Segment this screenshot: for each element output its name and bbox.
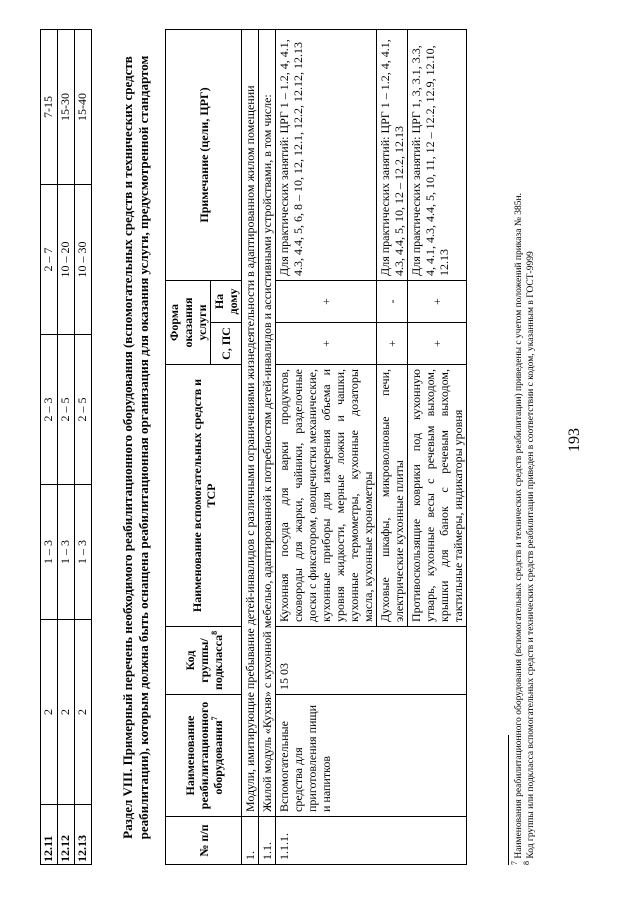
header-equipment: Наименование реабилитационного оборудования$^7$ bbox=[166, 695, 242, 817]
row-number: 1.1. bbox=[259, 817, 276, 865]
footnote: $^8$ Код группы или подкласса вспомогательных средств и технических средств реабилитации приведен в соответствии с кодом, указанным в ГОСТ-9999 bbox=[521, 251, 536, 865]
assistive-item: Противоскользящие коврики под кухонную утварь, кухонные весы с речевым выходом, крышки для банок с речевым выходом, тактильные таймеры, индикаторы уровня bbox=[408, 365, 467, 627]
footnotes bbox=[508, 30, 537, 865]
form-home-mark: + bbox=[276, 280, 377, 322]
page-number: 193 bbox=[566, 428, 583, 452]
note-cell: Для практических занятий: ЦРГ 1, 3, 3.1, 3.3, 4, 4.1, 4.3, 4.4, 5, 10, 11, 12 – 12.2, 12.9, 12.10, 12.13 bbox=[408, 29, 467, 280]
module-title: Модули, имитирующие пребывание детей-инвалидов с различными ограничениями жизнедеятельности в адаптированном жилом помещении bbox=[242, 29, 259, 816]
table-cell: 1 – 3 bbox=[41, 485, 58, 620]
form-home-mark: - bbox=[377, 280, 408, 322]
header-form: Форма оказания услуги bbox=[166, 280, 211, 364]
row-number: 12.11 bbox=[41, 805, 58, 865]
table-cell: 15-30 bbox=[58, 30, 75, 185]
table-cell: 2 bbox=[75, 620, 92, 805]
table-row bbox=[276, 29, 377, 864]
form-stationary-mark: + bbox=[408, 323, 467, 365]
table-cell: 2 – 7 bbox=[41, 185, 58, 335]
table-cell: 2 bbox=[41, 620, 58, 805]
group-code: 15 03 bbox=[276, 627, 467, 695]
header-row bbox=[166, 29, 211, 864]
rotated-sheet bbox=[40, 30, 560, 865]
table-cell: 7-15 bbox=[41, 30, 58, 185]
table-cell: 1 – 3 bbox=[58, 485, 75, 620]
header-num: № п/п bbox=[166, 817, 242, 865]
header-form-home: На дому bbox=[211, 280, 242, 322]
header-note: Примечание (цели, ЦРГ) bbox=[166, 29, 242, 280]
table-cell: 2 – 5 bbox=[58, 335, 75, 485]
table-row bbox=[75, 30, 92, 865]
section-title: Раздел VIII. Примерный перечень необходимого реабилитационного оборудования (вспомогательных средств и технических средств реабилитации), которым должна быть оснащена реабилитационная организация для оказания услуги, предусмотренной стандартом bbox=[120, 55, 151, 840]
row-number: 1.1.1. bbox=[276, 817, 467, 865]
table-cell: 1 – 3 bbox=[75, 485, 92, 620]
header-assistive: Наименование вспомогательных средств и ТСР bbox=[166, 365, 242, 627]
equipment-table bbox=[165, 29, 467, 865]
row-number: 12.13 bbox=[75, 805, 92, 865]
form-stationary-mark: + bbox=[377, 323, 408, 365]
table-row bbox=[259, 29, 276, 864]
form-stationary-mark: + bbox=[276, 323, 377, 365]
assistive-item: Духовые шкафы, микроволновые печи, электрические кухонные плиты bbox=[377, 365, 408, 627]
header-form-stationary: С, ПС bbox=[211, 323, 242, 365]
footnote: $^7$ Наименования реабилитационного оборудования (вспомогательных средств и технических средств реабилитации) приведены с учетом положений приказа № 385н. bbox=[509, 193, 524, 865]
kitchen-module-title: Жилой модуль «Кухня» с кухонной мебелью, адаптированной к потребностям детей-инвалидов и ассистивными устройствами, в том числе: bbox=[259, 29, 276, 816]
table-cell: 15-40 bbox=[75, 30, 92, 185]
table-row bbox=[242, 29, 259, 864]
footnote-rule bbox=[508, 735, 509, 865]
table-row bbox=[41, 30, 58, 865]
row-number: 1. bbox=[242, 817, 259, 865]
table-cell: 2 – 3 bbox=[41, 335, 58, 485]
row-number: 12.12 bbox=[58, 805, 75, 865]
note-cell: Для практических занятий: ЦРГ 1 – 1.2, 4, 4.1, 4.3, 4.4, 5, 10, 12 – 12.2, 12.13 bbox=[377, 29, 408, 280]
table-row bbox=[58, 30, 75, 865]
table-cell: 2 bbox=[58, 620, 75, 805]
continuation-table bbox=[40, 29, 92, 865]
form-home-mark: + bbox=[408, 280, 467, 322]
table-cell: 2 – 5 bbox=[75, 335, 92, 485]
table-cell: 10 – 30 bbox=[75, 185, 92, 335]
table-cell: 10 – 20 bbox=[58, 185, 75, 335]
header-code: Код группы/ подкласса$^8$ bbox=[166, 627, 242, 695]
note-cell: Для практических занятий: ЦРГ 1 – 1.2, 4, 4.1, 4.3, 4.4, 5, 6, 8 – 10, 12, 12.1, 12.2, 12.12, 12.13 bbox=[276, 29, 377, 280]
assistive-item: Кухонная посуда для варки продуктов, сковороды для жарки, чайники, разделочные доски с фиксатором, овощечистки механические, кухонные приборы для измерения объема и уровня жидкости, мерные ложки и чашки, кухонные термометры, кухонные дозаторы масла, кухонные хронометры bbox=[276, 365, 377, 627]
equipment-name: Вспомогательные средства для приготовления пищи и напитков bbox=[276, 695, 467, 817]
